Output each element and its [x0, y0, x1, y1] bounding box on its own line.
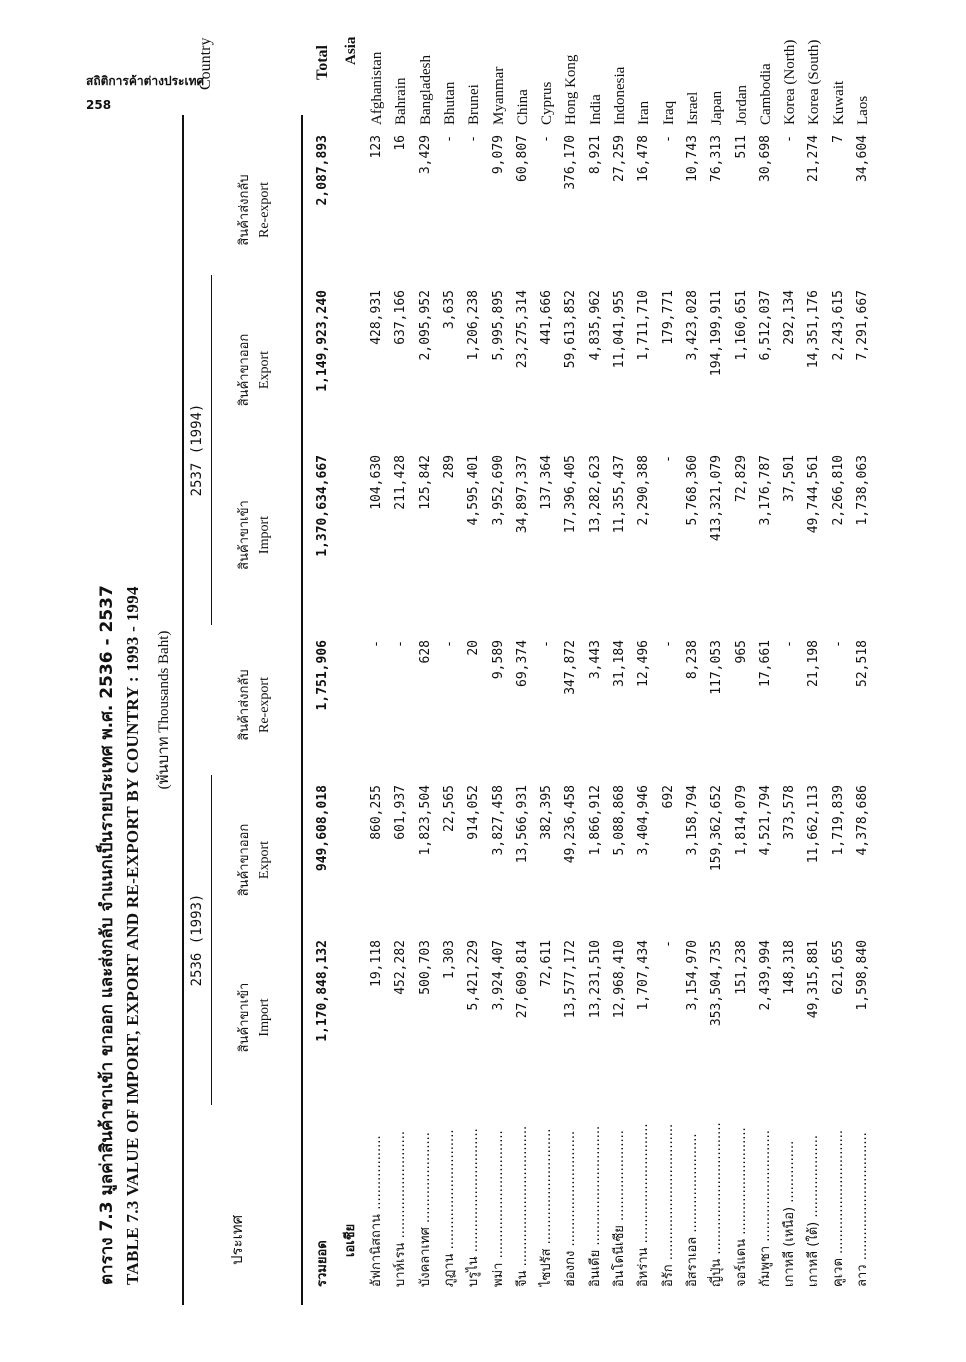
reexport-1993-value: 52,518 [855, 640, 870, 687]
country-name-thai: อิรัก ................................. [660, 1123, 676, 1287]
country-name-english: Iran [636, 100, 653, 125]
reexport-1993-value: 17,661 [757, 640, 773, 687]
import-th-label: สินค้าขาเข้า [237, 982, 252, 1053]
import-th-label: สินค้าขาเข้า [237, 500, 252, 570]
table-row [829, 80, 849, 1305]
import-1994-value: 72,829 [733, 455, 749, 502]
reexport-1994-value: 3,429 [417, 135, 433, 175]
table-row [756, 63, 776, 1305]
export-1994-value: 2,243,615 [830, 290, 846, 361]
export-1994-value: 4,835,962 [587, 290, 603, 361]
export-1993-value: 3,404,946 [636, 785, 652, 856]
country-name-thai: ลาว ............................... [855, 1132, 870, 1287]
reexport-1993-value: 965 [733, 640, 749, 664]
reexport-1993-value: - [660, 640, 676, 648]
reexport-th-label: สินค้าส่งกลับ [237, 669, 252, 741]
table-row [659, 100, 679, 1305]
export-1994-value: 7,291,667 [855, 290, 870, 361]
export-1994-value: 1,206,238 [466, 290, 482, 361]
table-row [634, 100, 654, 1305]
country-name-thai: พม่า ............................... [490, 1130, 506, 1287]
import-1993-value: 13,577,172 [563, 940, 579, 1019]
table-title-thai: ตาราง 7.3 มูลค่าสินค้าขาเข้า ขาออก และส่งกลับ จำแนกเป็นรายประเทศ พ.ศ. 2536 - 2537 [97, 585, 117, 1285]
export-1994-header [235, 290, 275, 450]
table-row [367, 51, 387, 1305]
reexport-en-label: Re-export [257, 677, 272, 733]
reexport-1994-value: - [660, 135, 676, 143]
reexport-1994-value: 21,274 [806, 135, 822, 182]
country-name-thai: อินเดีย ............................. [587, 1125, 603, 1287]
import-1994-value: 1,738,063 [855, 455, 870, 526]
reexport-1993-value: - [539, 640, 555, 648]
total-export-1994: 1,149,923,240 [315, 290, 330, 392]
reexport-1994-value: 123 [369, 135, 384, 159]
export-en-label: Export [257, 350, 272, 390]
reexport-1994-value: 376,170 [563, 135, 579, 190]
unit-note: (พันบาท Thousands Baht) [156, 630, 172, 790]
export-1993-value: 49,236,458 [563, 785, 579, 864]
import-1993-value: 49,315,881 [806, 940, 822, 1019]
export-en-label: Export [257, 840, 272, 880]
export-1993-value: 3,827,458 [490, 785, 506, 856]
export-1994-value: 3,423,028 [684, 290, 700, 361]
export-1994-value: 23,275,314 [514, 290, 530, 369]
country-name-thai: จีน .................................. [514, 1125, 530, 1287]
import-1994-value: 49,744,561 [806, 455, 822, 534]
reexport-1994-value: 9,079 [490, 135, 506, 175]
total-reexport-1993: 1,751,906 [315, 640, 330, 711]
table-row [586, 94, 606, 1305]
import-1993-value: 500,703 [417, 940, 433, 995]
total-import-1993: 1,170,848,132 [315, 940, 330, 1042]
table-row [732, 85, 752, 1305]
import-1993-value: 5,421,229 [466, 940, 482, 1011]
table-row [707, 90, 727, 1305]
reexport-1994-value: - [539, 135, 555, 143]
export-1993-value: 914,052 [466, 785, 482, 840]
export-th-label: สินค้าขาออก [237, 823, 252, 897]
reexport-1993-value: 8,238 [684, 640, 700, 680]
year-1993-header: 2536 (1993) [189, 893, 205, 987]
export-1993-value: 4,378,686 [855, 785, 870, 856]
import-1994-value: 37,501 [782, 455, 798, 502]
country-name-english: Cyprus [539, 81, 556, 125]
reexport-1994-value: 34,604 [855, 135, 870, 182]
country-name-thai: เกาหลี (ใต้) .................... [806, 1135, 822, 1287]
import-1993-value: 1,707,434 [636, 940, 652, 1011]
export-1993-value: 4,521,794 [757, 785, 773, 856]
reexport-1993-value: - [369, 640, 384, 648]
region-label-thai: เอเชีย [343, 1223, 358, 1257]
reexport-en-label: Re-export [257, 182, 272, 238]
total-export-1993: 949,608,018 [315, 785, 330, 872]
country-name-english: Japan [709, 90, 726, 125]
export-1994-value: 292,134 [782, 290, 798, 345]
reexport-1994-value: - [466, 135, 482, 143]
import-1994-value: - [660, 455, 676, 463]
import-1993-value: 13,231,510 [587, 940, 603, 1019]
import-1994-value: 2,290,388 [636, 455, 652, 526]
export-1993-value: 5,088,868 [612, 785, 627, 856]
country-name-thai: บรูไน .............................. [466, 1128, 482, 1287]
import-1993-value: 19,118 [369, 940, 384, 987]
country-name-english: Hong Kong [563, 54, 580, 125]
export-1993-value: 373,578 [782, 785, 798, 840]
country-name-thai: คูเวต .............................. [830, 1130, 846, 1287]
reexport-1993-value: - [441, 640, 457, 648]
reexport-th-label: สินค้าส่งกลับ [237, 174, 252, 246]
country-name-thai: บาห์เรน .......................... [393, 1130, 409, 1287]
reexport-1994-value: 27,259 [612, 135, 627, 182]
reexport-1994-value: 10,743 [684, 135, 700, 182]
country-name-english: Afghanistan [369, 51, 385, 125]
export-1994-value: 5,995,895 [490, 290, 506, 361]
export-1993-value: 159,362,652 [709, 785, 725, 872]
country-name-english: Brunei [466, 84, 483, 125]
reexport-1993-value: 69,374 [514, 640, 530, 687]
country-name-english: Myanmar [490, 66, 507, 125]
country-name-english: Bhutan [441, 81, 458, 125]
year-1994-underline [211, 275, 212, 625]
country-name-thai: เกาหลี (เหนือ) ............... [782, 1140, 798, 1287]
country-name-thai: ญี่ปุ่น ................................ [709, 1122, 725, 1287]
table-row [416, 55, 436, 1305]
reexport-1994-value: 16 [393, 135, 409, 151]
table-row [804, 39, 824, 1305]
export-1994-value: 11,041,955 [612, 290, 627, 369]
reexport-1993-value: 117,053 [709, 640, 725, 695]
reexport-1994-value: - [782, 135, 798, 143]
import-1994-value: 4,595,401 [466, 455, 482, 526]
import-1993-value: 1,303 [441, 940, 457, 980]
export-1993-value: 11,662,113 [806, 785, 822, 864]
export-1994-value: 194,199,911 [709, 290, 725, 377]
export-1994-value: 1,160,651 [733, 290, 749, 361]
import-1994-value: 125,842 [417, 455, 433, 510]
import-en-label: Import [257, 515, 272, 555]
reexport-1993-value: - [830, 640, 846, 648]
country-name-thai: อินโดนีเซีย ...................... [612, 1130, 627, 1287]
country-name-english: Iraq [660, 100, 677, 125]
import-1993-value: 3,154,970 [684, 940, 700, 1011]
table-row [513, 89, 533, 1305]
table-row [561, 54, 581, 1305]
import-1993-value: 1,598,840 [855, 940, 870, 1011]
import-1994-value: 413,321,079 [709, 455, 725, 542]
table-row [683, 91, 703, 1305]
import-1994-value: 289 [441, 455, 457, 479]
import-1993-value: 621,655 [830, 940, 846, 995]
country-name-english: India [587, 94, 604, 125]
export-1993-header [235, 785, 275, 935]
reexport-1994-value: 7 [830, 135, 846, 143]
reexport-1993-value: 20 [466, 640, 482, 656]
table-row [537, 81, 557, 1305]
header-bottom-rule [301, 115, 303, 1305]
export-1993-value: 13,566,931 [514, 785, 530, 864]
export-1994-value: 1,711,710 [636, 290, 652, 361]
export-1993-value: 1,823,504 [417, 785, 433, 856]
reexport-1993-value: 21,198 [806, 640, 822, 687]
reexport-1993-header [235, 630, 275, 780]
country-name-english: Jordan [733, 85, 750, 125]
region-row [341, 36, 361, 1305]
reexport-1993-value: 347,872 [563, 640, 579, 695]
table-row [489, 66, 509, 1305]
country-name-thai: ไซปรัส ............................ [539, 1128, 555, 1287]
reexport-1993-value: 3,443 [587, 640, 603, 680]
reexport-1994-value: 16,478 [636, 135, 652, 182]
import-1994-value: 3,952,690 [490, 455, 506, 526]
country-header-thai: ประเทศ [228, 1214, 246, 1265]
total-row [313, 45, 333, 1305]
import-1993-value: 2,439,994 [757, 940, 773, 1011]
import-1993-value: 353,504,735 [709, 940, 725, 1027]
export-1993-value: 3,158,794 [684, 785, 700, 856]
export-1994-value: 2,095,952 [417, 290, 433, 361]
country-name-english: Israel [684, 91, 701, 125]
import-1994-value: 3,176,787 [757, 455, 773, 526]
import-1993-value: 12,968,410 [612, 940, 627, 1019]
import-1993-value: 452,282 [393, 940, 409, 995]
export-1994-value: 14,351,176 [806, 290, 822, 369]
table-row [391, 77, 411, 1305]
export-1994-value: 179,771 [660, 290, 676, 345]
export-1994-value: 441,666 [539, 290, 555, 345]
reexport-1993-value: 12,496 [636, 640, 652, 687]
reexport-1994-value: 8,921 [587, 135, 603, 175]
country-name-english: China [514, 89, 531, 125]
reexport-1993-value: 31,184 [612, 640, 627, 687]
country-name-english: Korea (South) [806, 39, 823, 125]
total-label-thai: รวมยอด [315, 1240, 330, 1287]
country-name-english: Bahrain [393, 77, 410, 125]
country-name-english: Laos [855, 95, 871, 125]
import-1994-value: 5,768,360 [684, 455, 700, 526]
country-name-english: Bangladesh [417, 55, 434, 125]
country-name-english: Kuwait [830, 80, 847, 125]
region-label-english: Asia [343, 36, 359, 65]
total-label-english: Total [314, 45, 331, 80]
reexport-1994-value: 511 [733, 135, 749, 159]
country-name-english: Cambodia [757, 63, 774, 125]
import-1994-value: 2,266,810 [830, 455, 846, 526]
import-en-label: Import [257, 998, 272, 1037]
page-number: 258 [86, 98, 112, 112]
reexport-1994-value: 60,807 [514, 135, 530, 182]
country-header-english: Country [197, 37, 214, 90]
reexport-1994-header [235, 135, 275, 285]
table-title-english: TABLE 7.3 VALUE OF IMPORT, EXPORT AND RE-EXPORT BY COUNTRY : 1993 - 1994 [123, 586, 142, 1285]
year-1994-header: 2537 (1994) [189, 403, 205, 497]
import-1993-value: 3,924,407 [490, 940, 506, 1011]
year-1993-underline [211, 775, 212, 1105]
import-1994-header [235, 455, 275, 615]
reexport-1994-value: - [441, 135, 457, 143]
import-1993-value: 72,611 [539, 940, 555, 987]
country-name-thai: อิหร่าน ............................. [636, 1123, 652, 1287]
import-1994-value: 34,897,337 [514, 455, 530, 534]
export-th-label: สินค้าขาออก [237, 333, 252, 407]
reexport-1993-value: - [782, 640, 798, 648]
export-1994-value: 3,635 [441, 290, 457, 330]
country-name-thai: อัฟกานิสถาน .................. [369, 1135, 384, 1287]
import-1994-value: 211,428 [393, 455, 409, 510]
export-1993-value: 1,866,912 [587, 785, 603, 856]
country-name-thai: ฮ่องกง ............................ [563, 1130, 579, 1287]
country-name-thai: บังคลาเทศ ...................... [417, 1132, 433, 1287]
export-1993-value: 382,395 [539, 785, 555, 840]
import-1994-value: 13,282,623 [587, 455, 603, 534]
reexport-1994-value: 30,698 [757, 135, 773, 182]
import-1994-value: 137,364 [539, 455, 555, 510]
country-name-english: Korea (North) [782, 39, 799, 125]
export-1994-value: 428,931 [369, 290, 384, 345]
import-1993-header [235, 940, 275, 1095]
table-row [853, 95, 873, 1305]
reexport-1994-value: 76,313 [709, 135, 725, 182]
country-name-thai: กัมพูชา ........................... [757, 1130, 773, 1287]
country-name-thai: จอร์แดน .......................... [733, 1127, 749, 1287]
import-1993-value: - [660, 940, 676, 948]
country-name-thai: ภูฏาน ............................. [441, 1129, 457, 1287]
table-row [464, 84, 484, 1305]
country-name-english: Indonesia [612, 66, 628, 125]
country-name-thai: อิสราเอล ........................ [684, 1133, 700, 1287]
import-1993-value: 27,609,814 [514, 940, 530, 1019]
top-rule [182, 115, 184, 1305]
export-1994-value: 6,512,037 [757, 290, 773, 361]
reexport-1993-value: 9,589 [490, 640, 506, 680]
export-1994-value: 637,166 [393, 290, 409, 345]
export-1993-value: 22,565 [441, 785, 457, 832]
total-import-1994: 1,370,634,667 [315, 455, 330, 557]
table-row [610, 66, 630, 1305]
export-1993-value: 1,719,839 [830, 785, 846, 856]
reexport-1993-value: 628 [417, 640, 433, 664]
table-row [780, 39, 800, 1305]
export-1993-value: 692 [660, 785, 676, 809]
total-reexport-1994: 2,087,893 [315, 135, 330, 206]
import-1993-value: 151,238 [733, 940, 749, 995]
import-1994-value: 11,355,437 [612, 455, 627, 534]
export-1994-value: 59,613,852 [563, 290, 579, 369]
export-1993-value: 601,937 [393, 785, 409, 840]
export-1993-value: 860,255 [369, 785, 384, 840]
import-1994-value: 104,630 [369, 455, 384, 510]
running-head: สถิติการค้าต่างประเทศ [86, 74, 205, 88]
export-1993-value: 1,814,079 [733, 785, 749, 856]
reexport-1993-value: - [393, 640, 409, 648]
import-1994-value: 17,396,405 [563, 455, 579, 534]
import-1993-value: 148,318 [782, 940, 798, 995]
table-row [440, 81, 460, 1305]
